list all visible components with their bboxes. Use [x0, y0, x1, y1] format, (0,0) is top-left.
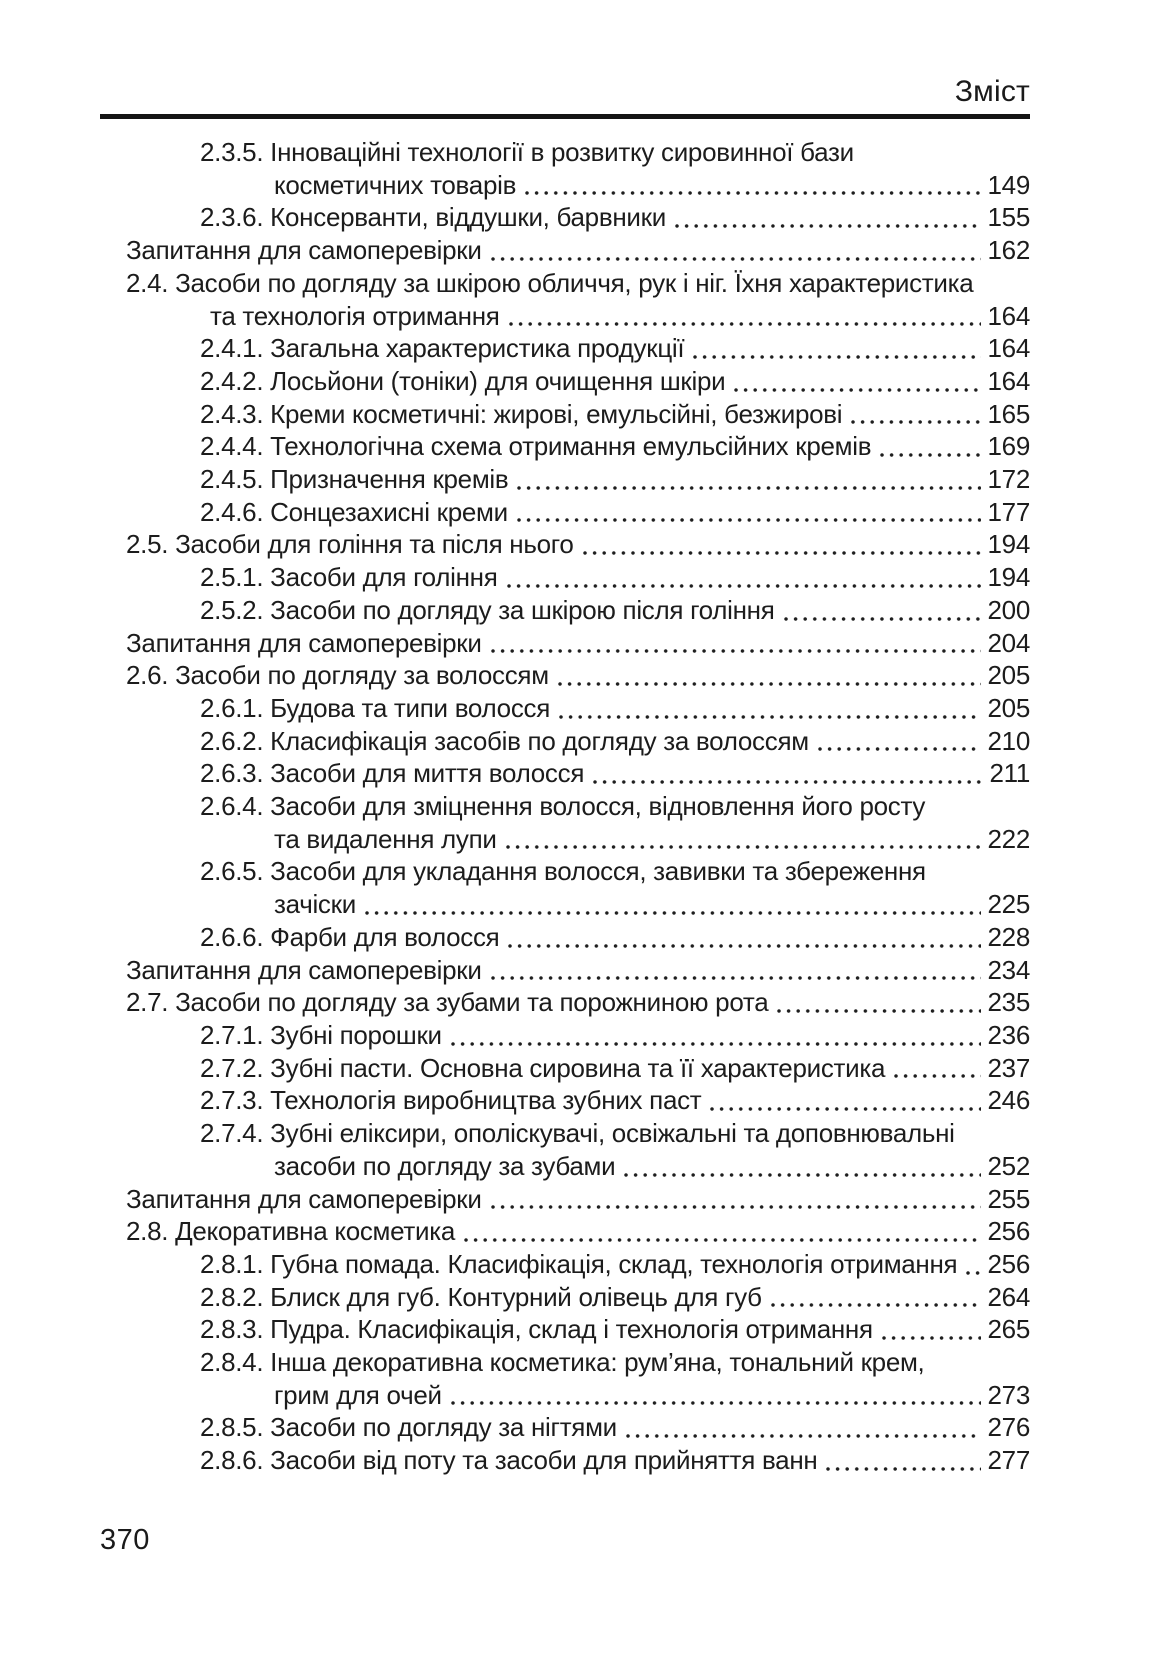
dot-leader: [826, 1444, 980, 1477]
dot-leader: [624, 1150, 980, 1183]
dot-leader: [593, 757, 982, 790]
toc-entry-continuation: [126, 300, 1030, 333]
toc-entry-label: 2.7.2. Зубні пасти. Основна сировина та її характеристика: [200, 1052, 886, 1083]
toc-entry-label: 2.6.6. Фарби для волосся: [200, 921, 500, 952]
toc-entry: [126, 1444, 1030, 1477]
toc-entry-label: косметичних товарів: [274, 169, 517, 200]
toc-entry-label: 2.8.4. Інша декоративна косметика: рум’яна, тональний крем,: [200, 1347, 925, 1378]
toc-entry-label: 2.3.5. Інноваційні технології в розвитку сировинної бази: [200, 137, 854, 167]
page-number: 277: [987, 1445, 1030, 1476]
toc-entry-label: Запитання для самоперевірки: [126, 627, 482, 658]
toc-entry: [126, 954, 1030, 987]
toc-entry-label: 2.7.1. Зубні порошки: [200, 1019, 442, 1050]
dot-leader: [882, 1313, 981, 1346]
toc-entry-label: 2.5.2. Засоби по догляду за шкірою після гоління: [200, 594, 775, 625]
toc-entry: [126, 725, 1030, 758]
toc-entry: [126, 1052, 1030, 1085]
toc-entry-label: 2.6.2. Класифікація засобів по догляду за волоссям: [200, 725, 809, 756]
toc-entry-label: 2.6.4. Засоби для зміцнення волосся, відновлення його росту: [200, 791, 926, 822]
toc-entry: [126, 201, 1030, 234]
toc-entry: [126, 1117, 1030, 1150]
toc-entry: [126, 986, 1030, 1019]
dot-leader: [583, 528, 981, 561]
toc-entry: [126, 1084, 1030, 1117]
toc-entry-label: 2.4.3. Креми косметичні: жирові, емульсійні, безжирові: [200, 398, 843, 429]
toc-entry-continuation: [126, 1379, 1030, 1412]
toc-entry-label: зачіски: [274, 889, 356, 920]
toc-entry-label: Запитання для самоперевірки: [126, 235, 482, 266]
dot-leader: [559, 692, 981, 725]
toc-entry-label: 2.5.1. Засоби для гоління: [200, 562, 498, 593]
toc-entry: [126, 1281, 1030, 1314]
dot-leader: [508, 921, 980, 954]
dot-leader: [491, 627, 981, 660]
toc-entry: [126, 1346, 1030, 1379]
toc-entry: [126, 627, 1030, 660]
page-number: 222: [987, 823, 1030, 854]
toc-entry-label: 2.4.2. Лосьйони (тоніки) для очищення шкіри: [200, 365, 726, 396]
page-number: 228: [987, 921, 1030, 952]
dot-leader: [507, 561, 981, 594]
toc-entry: [126, 430, 1030, 463]
page-number: 235: [987, 987, 1030, 1018]
dot-leader: [558, 659, 981, 692]
page-number: 164: [987, 365, 1030, 396]
toc-entry: [126, 332, 1030, 365]
page-number: 246: [987, 1085, 1030, 1116]
toc-entry-label: 2.4. Засоби по догляду за шкірою обличчя, рук і ніг. Їхня характеристика: [126, 267, 974, 298]
toc-entry-label: 2.6.3. Засоби для миття волосся: [200, 758, 585, 789]
dot-leader: [784, 594, 981, 627]
toc-entry: [126, 267, 1030, 300]
dot-leader: [710, 1084, 980, 1117]
toc-entry: [126, 757, 1030, 790]
toc-entry-label: Запитання для самоперевірки: [126, 1183, 482, 1214]
dot-leader: [894, 1052, 980, 1085]
page-number: 252: [987, 1150, 1030, 1181]
toc-entry-continuation: [126, 888, 1030, 921]
toc-entry-label: 2.6.1. Будова та типи волосся: [200, 692, 551, 723]
toc-entry: [126, 659, 1030, 692]
toc-entry-label: 2.6.5. Засоби для укладання волосся, завивки та збереження: [200, 856, 926, 887]
toc-entry: [126, 790, 1030, 823]
page-number: 164: [987, 300, 1030, 331]
toc-entry-label: 2.8.1. Губна помада. Класифікація, склад, технологія отримання: [200, 1248, 958, 1279]
toc-entry-label: 2.8.5. Засоби по догляду за нігтями: [200, 1412, 617, 1443]
dot-leader: [880, 430, 980, 463]
toc-entry-label: 2.5. Засоби для гоління та після нього: [126, 529, 574, 560]
toc-entry: [126, 463, 1030, 496]
toc-entry: [126, 855, 1030, 888]
toc-entry-label: 2.7.4. Зубні еліксири, ополіскувачі, освіжальні та доповнювальні: [200, 1118, 955, 1149]
toc-entry: [126, 1313, 1030, 1346]
dot-leader: [517, 496, 981, 529]
dot-leader: [464, 1215, 980, 1248]
page-number: 205: [987, 692, 1030, 723]
page-number: 205: [987, 660, 1030, 691]
toc-entry-label: 2.4.1. Загальна характеристика продукції: [200, 333, 685, 364]
page-number: 177: [987, 496, 1030, 527]
toc-entry: [126, 496, 1030, 529]
dot-leader: [491, 1183, 981, 1216]
page-number: 169: [987, 431, 1030, 462]
toc-entry: [126, 398, 1030, 431]
page-number: 194: [987, 562, 1030, 593]
toc-entry: [126, 234, 1030, 267]
toc-entry-label: 2.8. Декоративна косметика: [126, 1216, 456, 1247]
page-number: 265: [987, 1314, 1030, 1345]
page-number: 237: [987, 1052, 1030, 1083]
dot-leader: [734, 365, 980, 398]
page-number: 200: [987, 594, 1030, 625]
page-number: 256: [987, 1216, 1030, 1247]
toc-entry: [126, 1248, 1030, 1281]
toc-entry: [126, 594, 1030, 627]
toc-entry-label: Запитання для самоперевірки: [126, 954, 482, 985]
page-number: 255: [987, 1183, 1030, 1214]
toc-entry-continuation: [126, 1150, 1030, 1183]
dot-leader: [626, 1411, 981, 1444]
dot-leader: [509, 300, 981, 333]
dot-leader: [693, 332, 980, 365]
page-number: 162: [987, 235, 1030, 266]
page-number: 211: [989, 758, 1030, 789]
page-number: 155: [987, 202, 1030, 233]
dot-leader: [966, 1248, 980, 1281]
page-content: [100, 0, 1030, 1477]
page-number: 273: [987, 1379, 1030, 1410]
toc-entry: [126, 561, 1030, 594]
page-number: 164: [987, 333, 1030, 364]
page-number: 234: [987, 954, 1030, 985]
toc-entry-continuation: [126, 169, 1030, 202]
dot-leader: [818, 725, 981, 758]
dot-leader: [851, 398, 980, 431]
toc-entry-label: 2.8.3. Пудра. Класифікація, склад і технологія отримання: [200, 1314, 873, 1345]
toc-entry: [126, 1019, 1030, 1052]
toc-entry-label: 2.8.2. Блиск для губ. Контурний олівець для губ: [200, 1281, 762, 1312]
toc-entry-label: 2.4.6. Сонцезахисні креми: [200, 496, 508, 527]
page-number: 204: [987, 627, 1030, 658]
toc-entry: [126, 921, 1030, 954]
page-number: 264: [987, 1281, 1030, 1312]
toc-entry-label: засоби по догляду за зубами: [274, 1150, 616, 1181]
toc-entry-label: 2.4.4. Технологічна схема отримання емульсійних кремів: [200, 431, 872, 462]
page-number: 172: [987, 464, 1030, 495]
toc-entry-label: 2.7. Засоби по догляду за зубами та порожниною рота: [126, 987, 769, 1018]
page-number: 236: [987, 1019, 1030, 1050]
dot-leader: [771, 1281, 981, 1314]
toc-entry-label: 2.7.3. Технологія виробництва зубних паст: [200, 1085, 702, 1116]
footer-page-number: 370: [100, 1524, 150, 1556]
page-number: 256: [987, 1248, 1030, 1279]
toc-entry: [126, 365, 1030, 398]
header-rule-divider: [100, 114, 1030, 119]
toc-entry-label: 2.3.6. Консерванти, віддушки, барвники: [200, 202, 666, 233]
toc-entry: [126, 528, 1030, 561]
dot-leader: [517, 463, 980, 496]
toc-entry: [126, 692, 1030, 725]
toc-entry: [126, 1183, 1030, 1216]
page-header-title: Зміст: [954, 75, 1030, 108]
page-number: 149: [987, 169, 1030, 200]
page-number: 210: [987, 725, 1030, 756]
toc-entry-label: грим для очей: [274, 1379, 442, 1410]
dot-leader: [675, 201, 981, 234]
dot-leader: [365, 888, 981, 921]
toc-entry: [126, 1215, 1030, 1248]
dot-leader: [525, 169, 980, 202]
dot-leader: [451, 1019, 981, 1052]
page-number: 194: [987, 529, 1030, 560]
toc-entry: [126, 136, 1030, 169]
page-number: 225: [987, 889, 1030, 920]
toc-entry-continuation: [126, 823, 1030, 856]
table-of-contents: [100, 136, 1030, 1477]
toc-entry-label: 2.6. Засоби по догляду за волоссям: [126, 660, 549, 691]
toc-entry-label: та видалення лупи: [274, 823, 497, 854]
dot-leader: [506, 823, 981, 856]
toc-entry-label: 2.8.6. Засоби від поту та засоби для прийняття ванн: [200, 1445, 818, 1476]
dot-leader: [777, 986, 980, 1019]
toc-entry-label: та технологія отримання: [210, 300, 500, 331]
page-number: 165: [987, 398, 1030, 429]
toc-entry: [126, 1411, 1030, 1444]
toc-entry-label: 2.4.5. Призначення кремів: [200, 464, 509, 495]
page-number: 276: [987, 1412, 1030, 1443]
dot-leader: [451, 1379, 981, 1412]
dot-leader: [491, 234, 981, 267]
dot-leader: [491, 954, 981, 987]
